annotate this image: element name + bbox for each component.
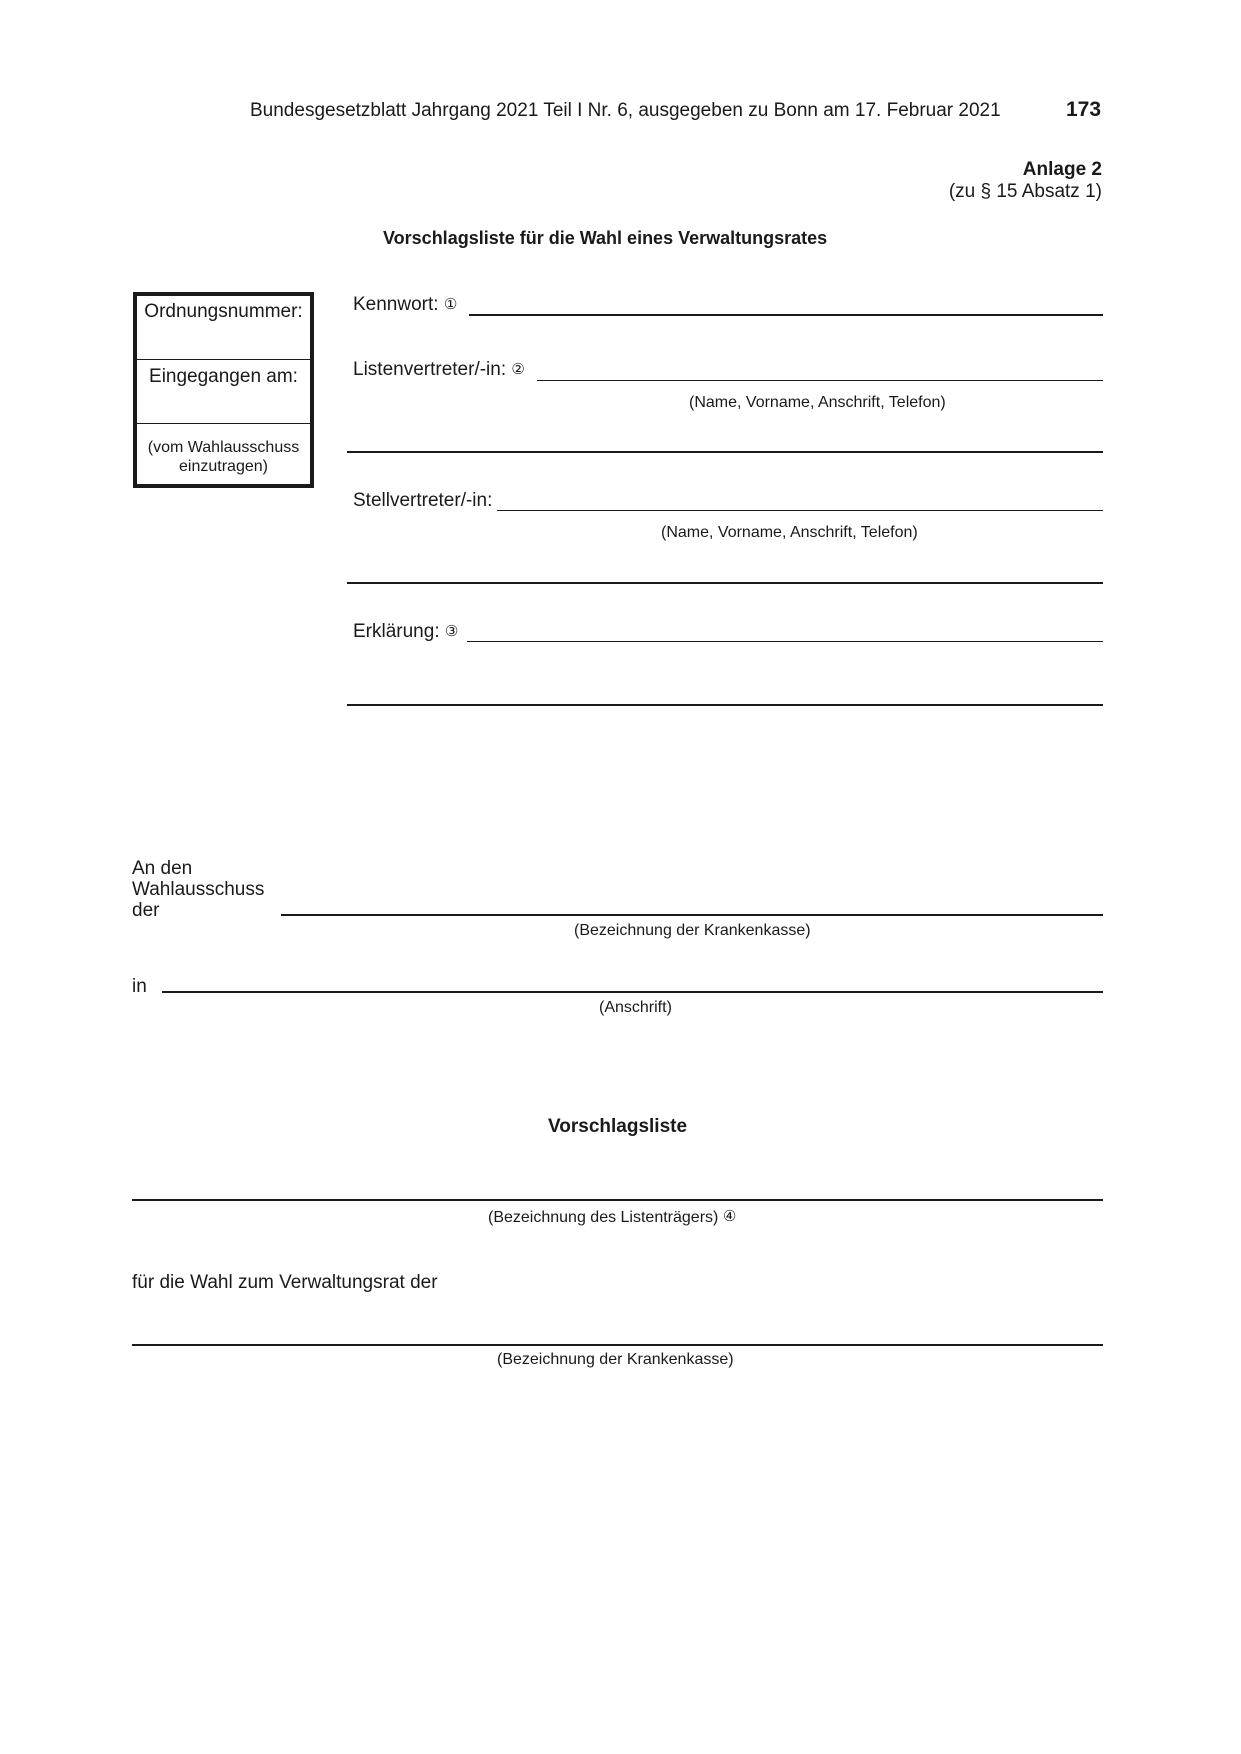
insurer-hint: (Bezeichnung der Krankenkasse) bbox=[574, 922, 811, 939]
in-label: in bbox=[132, 976, 147, 997]
keyword-input-line[interactable] bbox=[469, 314, 1103, 316]
deputy-hint: (Name, Vorname, Anschrift, Telefon) bbox=[661, 524, 918, 541]
footnote-marker-4: ④ bbox=[722, 1208, 737, 1225]
registry-box bbox=[133, 292, 314, 488]
page-number: 173 bbox=[1066, 98, 1102, 121]
deputy-input-line[interactable] bbox=[497, 510, 1103, 511]
keyword-label-group bbox=[353, 294, 457, 316]
address-input-line[interactable] bbox=[162, 991, 1103, 993]
addressee-line-1: An den bbox=[132, 858, 193, 879]
order-number-cell[interactable] bbox=[136, 295, 311, 360]
addressee-line-3: der bbox=[132, 900, 160, 921]
declaration-label: Erklärung: bbox=[353, 621, 440, 642]
list-holder-input-line[interactable] bbox=[132, 1199, 1103, 1201]
footnote-marker-1: ① bbox=[443, 296, 458, 313]
received-label: Eingegangen am: bbox=[149, 366, 298, 387]
final-insurer-hint: (Bezeichnung der Krankenkasse) bbox=[497, 1351, 734, 1368]
form-title: Vorschlagsliste für die Wahl eines Verwaltungsrates bbox=[383, 228, 828, 248]
deputy-continuation-line[interactable] bbox=[347, 582, 1103, 584]
declaration-continuation-line[interactable] bbox=[347, 704, 1103, 706]
list-representative-label-group bbox=[353, 359, 525, 381]
deputy-label: Stellvertreter/-in: bbox=[353, 490, 493, 511]
annex-reference: (zu § 15 Absatz 1) bbox=[948, 181, 1102, 202]
order-number-label: Ordnungsnummer: bbox=[144, 301, 303, 322]
footnote-marker-3: ③ bbox=[444, 623, 459, 640]
registry-note-cell bbox=[136, 424, 311, 485]
running-title: Bundesgesetzblatt Jahrgang 2021 Teil I Nr. 6, ausgegeben zu Bonn am 17. Februar 2021 bbox=[250, 100, 1001, 121]
list-representative-hint: (Name, Vorname, Anschrift, Telefon) bbox=[689, 394, 946, 411]
insurer-input-line[interactable] bbox=[281, 914, 1103, 916]
declaration-label-group bbox=[353, 621, 458, 643]
declaration-input-line[interactable] bbox=[467, 641, 1103, 642]
election-text: für die Wahl zum Verwaltungsrat der bbox=[132, 1272, 438, 1293]
list-representative-continuation-line[interactable] bbox=[347, 451, 1103, 453]
list-holder-hint-group bbox=[488, 1207, 736, 1227]
annex-title: Anlage 2 bbox=[1022, 159, 1102, 180]
final-insurer-input-line[interactable] bbox=[132, 1344, 1103, 1346]
list-holder-hint: (Bezeichnung des Listenträgers) bbox=[488, 1209, 719, 1226]
registry-note: (vom Wahlausschuss einzutragen) bbox=[147, 439, 300, 475]
list-representative-label: Listenvertreter/-in: bbox=[353, 359, 507, 380]
received-date-cell[interactable] bbox=[136, 360, 311, 424]
address-hint: (Anschrift) bbox=[599, 999, 672, 1016]
section-title: Vorschlagsliste bbox=[548, 1116, 688, 1137]
addressee-line-2: Wahlausschuss bbox=[132, 879, 265, 900]
keyword-label: Kennwort: bbox=[353, 294, 439, 315]
footnote-marker-2: ② bbox=[511, 361, 525, 378]
list-representative-input-line[interactable] bbox=[537, 380, 1103, 381]
